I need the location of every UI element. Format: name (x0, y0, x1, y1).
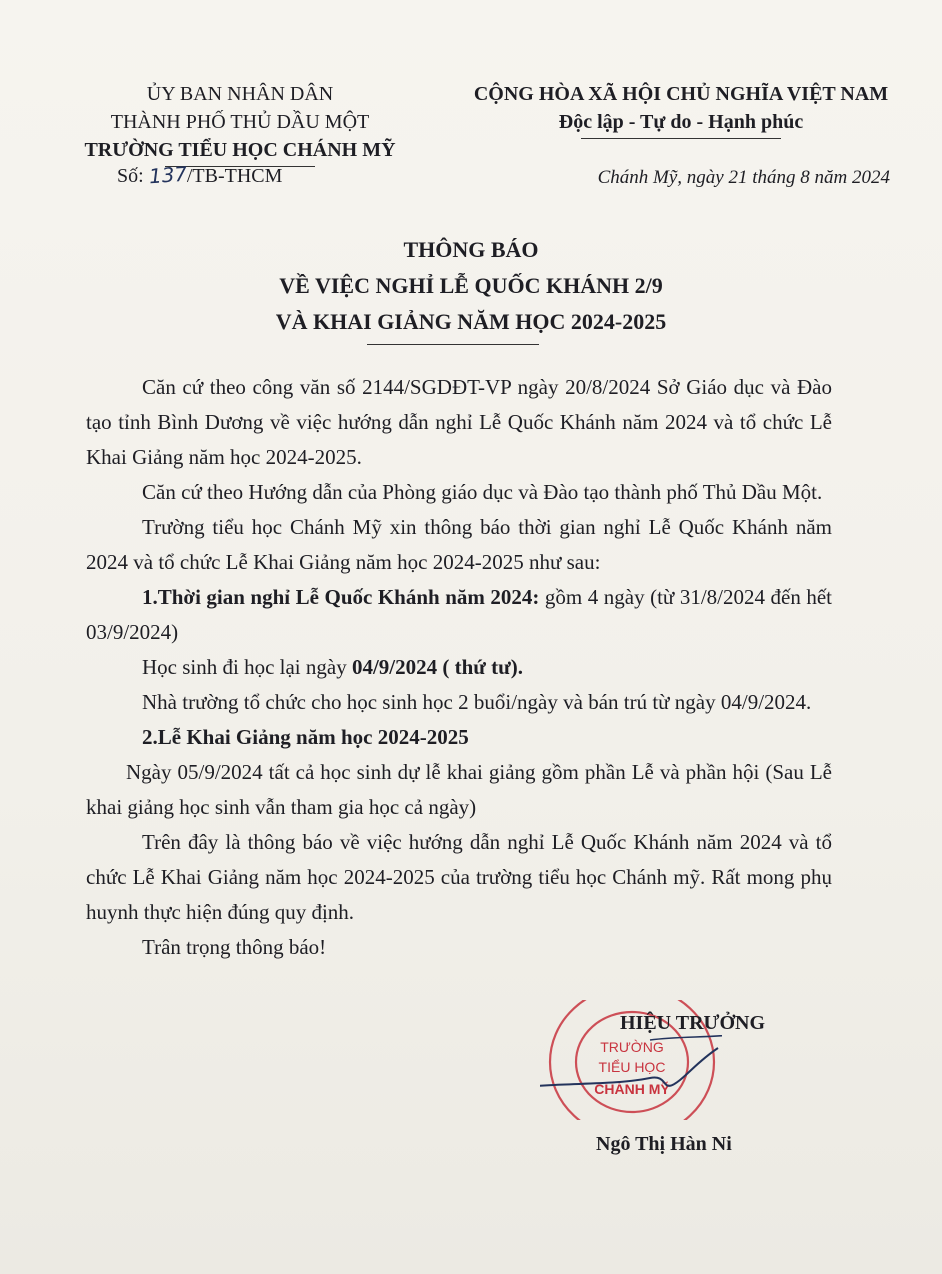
school-name: TRƯỜNG TIỂU HỌC CHÁNH MỸ (84, 139, 396, 161)
paragraph-basis-2: Căn cứ theo Hướng dẫn của Phòng giáo dục và Đào tạo thành phố Thủ Dầu Một. (142, 480, 823, 504)
motto: Độc lập - Tự do - Hạnh phúc (558, 111, 804, 133)
stamp-text-2: TIỂU HỌC (598, 1059, 666, 1075)
handwritten-number: 137 (147, 161, 188, 189)
paragraph-regards: Trân trọng thông báo! (142, 935, 327, 959)
number-suffix: /TB-THCM (186, 165, 283, 187)
issuing-authority-block (60, 80, 420, 167)
section-1-holiday (86, 580, 832, 650)
number-prefix: Số: (117, 165, 144, 187)
document-number (117, 163, 282, 188)
return-date-bold: 04/9/2024 ( thứ tư). (351, 655, 523, 679)
national-motto-block (440, 80, 922, 139)
section-1-text: gồm 4 ngày (từ 31/8/2024 đến hết 03/9/2024) (86, 585, 832, 644)
return-date-text: Học sinh đi học lại ngày (142, 655, 352, 679)
title-line-3: VÀ KHAI GIẢNG NĂM HỌC 2024-2025 (275, 309, 667, 334)
place-date: Chánh Mỹ, ngày 21 tháng 8 năm 2024 (597, 167, 890, 188)
country-name: CỘNG HÒA XÃ HỘI CHỦ NGHĨA VIỆT NAM (473, 83, 889, 105)
signer-name: Ngô Thị Hàn Ni (596, 1133, 732, 1155)
title-underline (367, 344, 539, 345)
authority-line-1: ỦY BAN NHÂN DÂN (146, 83, 334, 105)
signature-title: HIỆU TRƯỞNG (620, 1012, 766, 1034)
document-body (86, 370, 832, 965)
section-2-heading: 2.Lễ Khai Giảng năm học 2024-2025 (142, 725, 469, 749)
stamp-text-3: CHÁNH MỸ (594, 1081, 670, 1097)
stamp-text-1: TRƯỜNG (600, 1039, 664, 1055)
title-line-2: VỀ VIỆC NGHỈ LỄ QUỐC KHÁNH 2/9 (279, 273, 663, 298)
document-title (80, 232, 862, 340)
paragraph-announcement: Trường tiểu học Chánh Mỹ xin thông báo thời gian nghỉ Lễ Quốc Khánh năm 2024 và tổ chức Lễ Khai Giảng năm học 2024-2025 như sau: (86, 515, 832, 574)
authority-line-2: THÀNH PHỐ THỦ DẦU MỘT (110, 111, 370, 133)
section-1-heading: 1.Thời gian nghỉ Lễ Quốc Khánh năm 2024: (142, 585, 540, 609)
paragraph-closing: Trên đây là thông báo về việc hướng dẫn nghỉ Lễ Quốc Khánh năm 2024 và tổ chức Lễ Khai Giảng năm học 2024-2025 của trường tiểu học Chánh mỹ. Rất mong phụ huynh thực hiện đúng quy định. (86, 830, 832, 924)
paragraph-opening-ceremony: Ngày 05/9/2024 tất cả học sinh dự lễ khai giảng gồm phần Lễ và phần hội (Sau Lễ khai giảng học sinh vẫn tham gia học cả ngày) (86, 760, 832, 819)
motto-underline (581, 138, 781, 139)
paragraph-boarding: Nhà trường tổ chức cho học sinh học 2 buổi/ngày và bán trú từ ngày 04/9/2024. (142, 690, 812, 714)
paragraph-return-date (86, 650, 832, 685)
title-line-1: THÔNG BÁO (403, 237, 539, 262)
paragraph-basis-1: Căn cứ theo công văn số 2144/SGDĐT-VP ngày 20/8/2024 Sở Giáo dục và Đào tạo tỉnh Bình Dương về việc hướng dẫn nghỉ Lễ Quốc Khánh năm 2024 và tổ chức Lễ Khai Giảng năm học 2024-2025. (86, 375, 832, 469)
